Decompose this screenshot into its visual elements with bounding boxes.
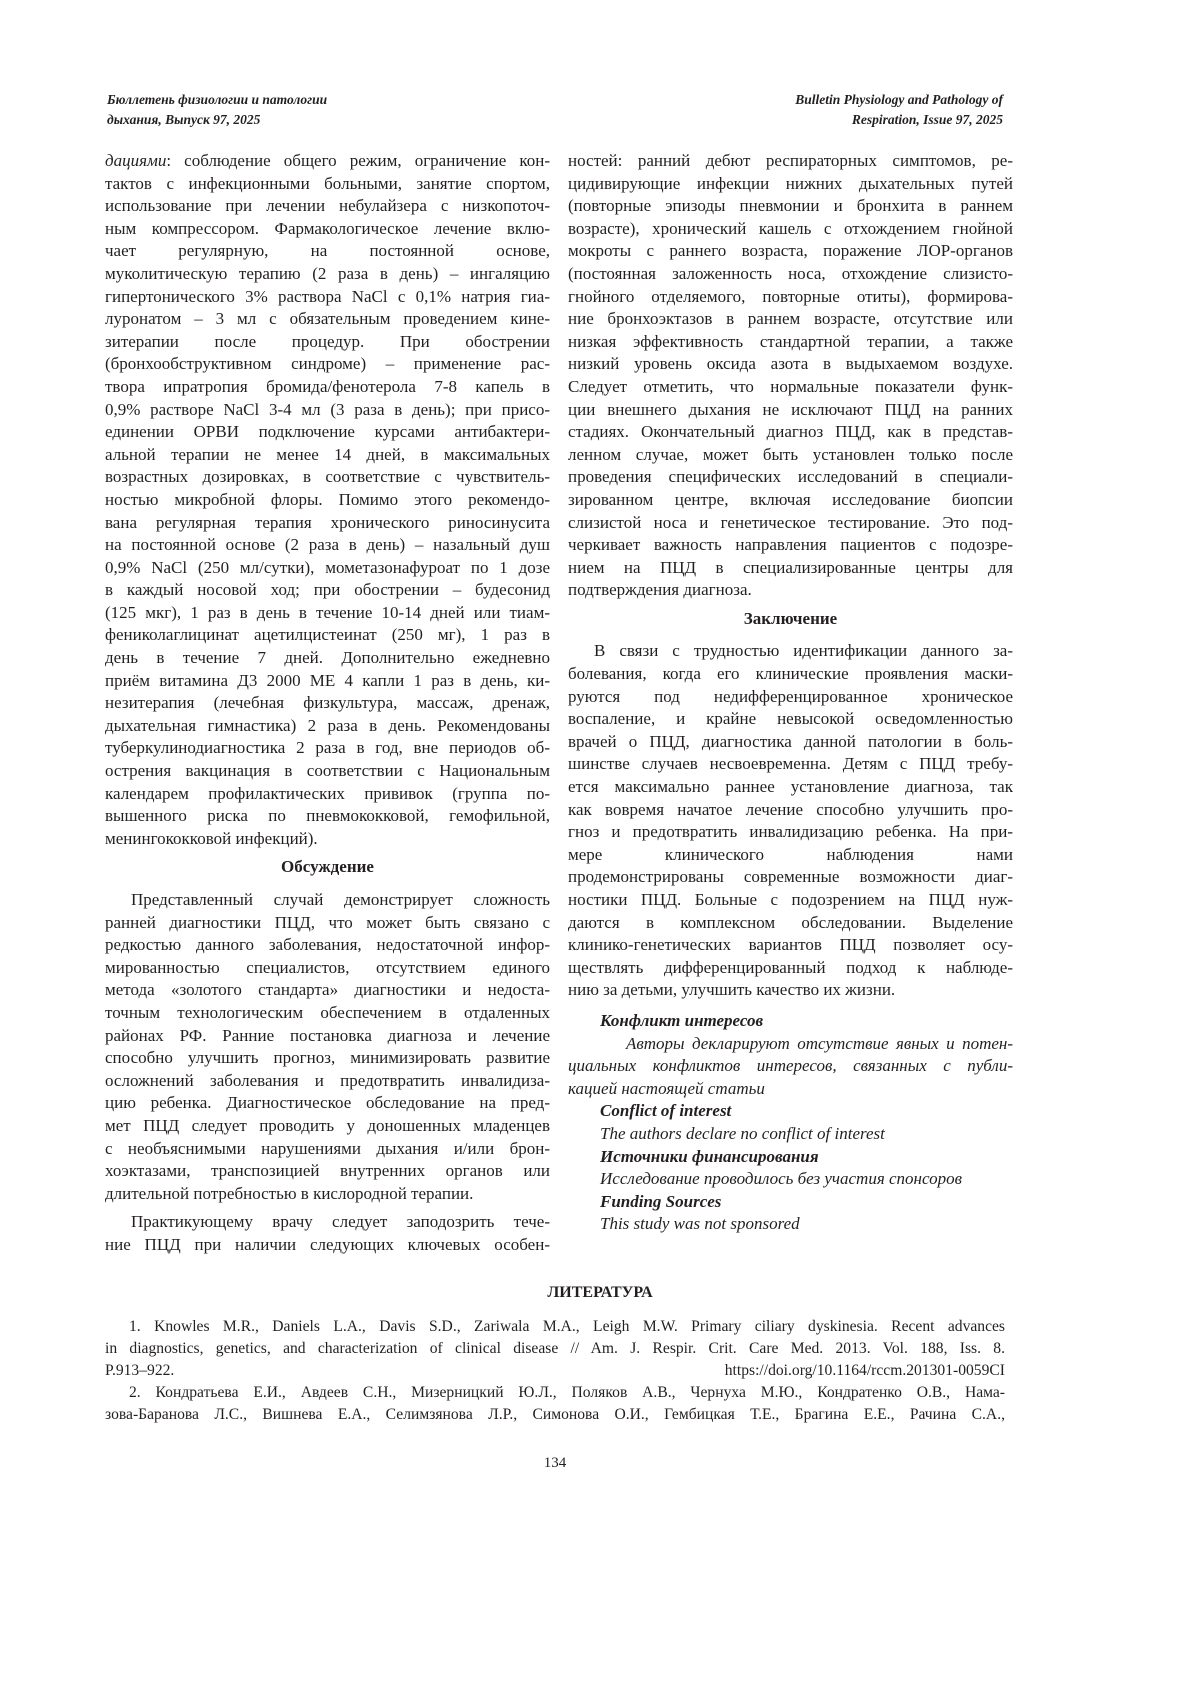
declarations: [568, 1010, 1013, 1236]
text-line: гноз и предотвратить инвалидизацию ребенка. На при-: [568, 821, 1013, 844]
conflict-ru-text: Авторы декларируют отсутствие явных и потен-: [600, 1033, 1013, 1056]
document-page: [0, 0, 1200, 1697]
text-line: в каждый носовой ход; при обострении – будесонид: [105, 579, 550, 602]
text-line: менингококковой инфекций).: [105, 828, 550, 851]
text-line: ние ПЦД при наличии следующих ключевых особен-: [105, 1234, 550, 1257]
text-line: клинико-генетических вариантов ПЦД позволяет осу-: [568, 934, 1013, 957]
text-line: календарем профилактических прививок (группа по-: [105, 783, 550, 806]
text-line: черкивает важность направления пациентов с подозре-: [568, 534, 1013, 557]
header-line: Respiration, Issue 97, 2025: [795, 110, 1003, 130]
text-line: как вовремя начатое лечение способно улучшить про-: [568, 799, 1013, 822]
text-line: возрастных дозировках, в соответствие с чувствитель-: [105, 466, 550, 489]
text-line: ранней диагностики ПЦД, что может быть связано с: [105, 912, 550, 935]
header-line: Bulletin Physiology and Pathology of: [795, 90, 1003, 110]
text-line: шинстве случаев несвоевременна. Детям с ПЦД требу-: [568, 753, 1013, 776]
text-line: день в течение 7 дней. Дополнительно ежедневно: [105, 647, 550, 670]
text-line: способно улучшить прогноз, минимизировать развитие: [105, 1047, 550, 1070]
text-line: цидивирующие инфекции нижних дыхательных путей: [568, 173, 1013, 196]
paragraph: [568, 150, 1013, 602]
text-line: ется максимально раннее установление диагноза, так: [568, 776, 1013, 799]
text-line: ностики ПЦД. Больные с подозрением на ПЦД нуж-: [568, 889, 1013, 912]
text-line: болевания, когда его клинические проявления маски-: [568, 663, 1013, 686]
references-heading: ЛИТЕРАТУРА: [0, 1284, 1200, 1302]
text-line: мированностью специалистов, отсутствием единого: [105, 957, 550, 980]
funding-ru-title: Источники финансирования: [600, 1146, 1013, 1169]
text-line: стадиях. Окончательный диагноз ПЦД, как в представ-: [568, 421, 1013, 444]
text-line: мокроты с раннего возраста, поражение ЛОР-органов: [568, 240, 1013, 263]
right-column: [568, 150, 1013, 1236]
text-line: проведения специфических исследований в специали-: [568, 466, 1013, 489]
text-line: 0,9% растворе NaCl 3-4 мл (3 раза в день); при присо-: [105, 399, 550, 422]
text-line: альной терапии не менее 14 дней, в максимальных: [105, 444, 550, 467]
text-line: нием на ПЦД в специализированные центры для: [568, 557, 1013, 580]
conflict-ru-text: кацией настоящей статьи: [568, 1078, 1013, 1101]
text-line: незитерапия (лечебная физкультура, массаж, дренаж,: [105, 692, 550, 715]
text-line: (бронхообструктивном синдроме) – применение рас-: [105, 353, 550, 376]
funding-en-title: Funding Sources: [600, 1191, 1013, 1214]
text-line: (постоянная заложенность носа, отхождение слизисто-: [568, 263, 1013, 286]
text-line: возрасте), хронический кашель с отхождением гнойной: [568, 218, 1013, 241]
text-line: вана регулярная терапия хронического риносинусита: [105, 512, 550, 535]
text-line: гнойного отделяемого, повторные отиты), формирова-: [568, 286, 1013, 309]
text-line: муколитическую терапию (2 раза в день) – ингаляцию: [105, 263, 550, 286]
text-line: ние бронхоэктазов в раннем возрасте, отсутствие или: [568, 308, 1013, 331]
text-line: редкостью данного заболевания, недостаточной инфор-: [105, 934, 550, 957]
section-heading: Обсуждение: [105, 856, 550, 879]
text-line: зитерапии после процедур. При обострении: [105, 331, 550, 354]
text-line: фениколаглицинат ацетилцистеинат (250 мг), 1 раз в: [105, 624, 550, 647]
reference-line: in diagnostics, genetics, and characterization of clinical disease // Am. J. Respir. Crit. Care Med. 2013. Vol. 188, Iss. 8.: [105, 1338, 1005, 1360]
text-line: цию ребенка. Диагностическое обследование на пред-: [105, 1092, 550, 1115]
text-line: длительной потребностью в кислородной терапии.: [105, 1183, 550, 1206]
text-line: ным компрессором. Фармакологическое лечение вклю-: [105, 218, 550, 241]
section-heading: Заключение: [568, 608, 1013, 631]
text-line: Практикующему врачу следует заподозрить тече-: [105, 1211, 550, 1234]
text-line: мет ПЦД следует проводить у доношенных младенцев: [105, 1115, 550, 1138]
conflict-ru-text: циальных конфликтов интересов, связанных с публи-: [568, 1055, 1013, 1078]
funding-en-text: This study was not sponsored: [600, 1213, 1013, 1236]
text-line: хоэктазами, транспозицией внутренних органов или: [105, 1160, 550, 1183]
text-line: подтверждения диагноза.: [568, 579, 1013, 602]
text-line: на постоянной основе (2 раза в день) – назальный душ: [105, 534, 550, 557]
reference-line: 1. Knowles M.R., Daniels L.A., Davis S.D., Zariwala M.A., Leigh M.W. Primary ciliary dyskinesia. Recent advances: [105, 1316, 1005, 1338]
text-line: руются под недифференцированное хроническое: [568, 686, 1013, 709]
left-column: [105, 150, 550, 1263]
text-line: чает регулярную, на постоянной основе,: [105, 240, 550, 263]
conflict-en-title: Conflict of interest: [600, 1100, 1013, 1123]
header-line: дыхания, Выпуск 97, 2025: [107, 110, 327, 130]
text-line: ностью микробной флоры. Помимо этого рекомендо-: [105, 489, 550, 512]
text-line: (повторные эпизоды пневмонии и бронхита в раннем: [568, 195, 1013, 218]
paragraph: [568, 640, 1013, 1002]
text-line: врачей о ПЦД, диагностика данной патологии в боль-: [568, 731, 1013, 754]
text-line: точным технологическим обеспечением в отдаленных: [105, 1002, 550, 1025]
emphasis-text: дациями: [105, 151, 166, 170]
text-line: дыхательная гимнастика) 2 раза в день. Рекомендованы: [105, 715, 550, 738]
header-line: Бюллетень физиологии и патологии: [107, 90, 327, 110]
text-line: низкая эффективность стандартной терапии, а также: [568, 331, 1013, 354]
conflict-en-text: The authors declare no conflict of interest: [600, 1123, 1013, 1146]
text-line: даются в комплексном обследовании. Выделение: [568, 912, 1013, 935]
page-number: 134: [0, 1455, 1110, 1472]
text-line: районах РФ. Ранние постановка диагноза и лечение: [105, 1025, 550, 1048]
paragraph: [105, 150, 550, 850]
text-line: 0,9% NaCl (250 мл/сутки), мометазонафуроат по 1 дозе: [105, 557, 550, 580]
text-line: ностей: ранний дебют респираторных симптомов, ре-: [568, 150, 1013, 173]
conflict-ru-title: Конфликт интересов: [600, 1010, 1013, 1033]
reference-line: 2. Кондратьева Е.И., Авдеев С.Н., Мизерницкий Ю.Л., Поляков А.В., Чернуха М.Ю., Кондратенко О.В., Нама-: [105, 1382, 1005, 1404]
journal-header-ru: [107, 90, 327, 130]
text-line: ществлять дифференцированный подход к наблюде-: [568, 957, 1013, 980]
text-line: мере клинического наблюдения нами: [568, 844, 1013, 867]
text-line: нию за детьми, улучшить качество их жизни.: [568, 979, 1013, 1002]
text-line: ции внешнего дыхания не исключают ПЦД на ранних: [568, 399, 1013, 422]
text-line: тактов с инфекционными больными, занятие спортом,: [105, 173, 550, 196]
text-line: единении ОРВИ подключение курсами антибактери-: [105, 421, 550, 444]
reference-item: [105, 1382, 1005, 1426]
text-line: воспаление, и крайне невысокой осведомленностью: [568, 708, 1013, 731]
text-line: метода «золотого стандарта» диагностики и недоста-: [105, 979, 550, 1002]
text-line: Представленный случай демонстрирует сложность: [105, 889, 550, 912]
text-line: Следует отметить, что нормальные показатели функ-: [568, 376, 1013, 399]
text-line: туберкулинодиагностика 2 раза в год, вне периодов об-: [105, 737, 550, 760]
text-line: низкий уровень оксида азота в выдыхаемом воздухе.: [568, 353, 1013, 376]
text-line: (125 мкг), 1 раз в день в течение 10-14 дней или тиам-: [105, 602, 550, 625]
text-segment: : соблюдение общего режим, ограничение кон-: [166, 151, 550, 170]
reference-item: [105, 1316, 1005, 1382]
paragraph: [105, 889, 550, 1205]
text-line: осложнений заболевания и предотвратить инвалидиза-: [105, 1070, 550, 1093]
text-line: приём витамина Д3 2000 МЕ 4 капли 1 раз в день, ки-: [105, 670, 550, 693]
reference-line: зова-Баранова Л.С., Вишнева Е.А., Селимзянова Л.Р., Симонова О.И., Гембицкая Т.Е., Брагина Е.Е., Рачина С.А.,: [105, 1404, 1005, 1426]
text-line: твора ипратропия бромида/фенотерола 7-8 капель в: [105, 376, 550, 399]
text-line: В связи с трудностью идентификации данного за-: [568, 640, 1013, 663]
text-line: острения вакцинация в соответствии с Национальным: [105, 760, 550, 783]
text-line: с необъяснимыми нарушениями дыхания и/или брон-: [105, 1138, 550, 1161]
text-line: гипертонического 3% раствора NaCl с 0,1% натрия гиа-: [105, 286, 550, 309]
references-list: [105, 1316, 1005, 1426]
text-line: вышенного риска по пневмококковой, гемофильной,: [105, 805, 550, 828]
text-line: слизистой носа и генетическое тестирование. Это под-: [568, 512, 1013, 535]
paragraph: [105, 1211, 550, 1256]
text-line: луронатом – 3 мл с обязательным проведением кине-: [105, 308, 550, 331]
reference-line: P.913–922. https://doi.org/10.1164/rccm.201301-0059CI: [105, 1360, 1005, 1382]
text-line: использование при лечении небулайзера с низкопоточ-: [105, 195, 550, 218]
text-line: ленном случае, может быть установлен только после: [568, 444, 1013, 467]
journal-header-en: [795, 90, 1003, 130]
text-line: [105, 150, 550, 173]
funding-ru-text: Исследование проводилось без участия спонсоров: [600, 1168, 1013, 1191]
text-line: продемонстрированы современные возможности диаг-: [568, 866, 1013, 889]
text-line: зированном центре, включая исследование биопсии: [568, 489, 1013, 512]
